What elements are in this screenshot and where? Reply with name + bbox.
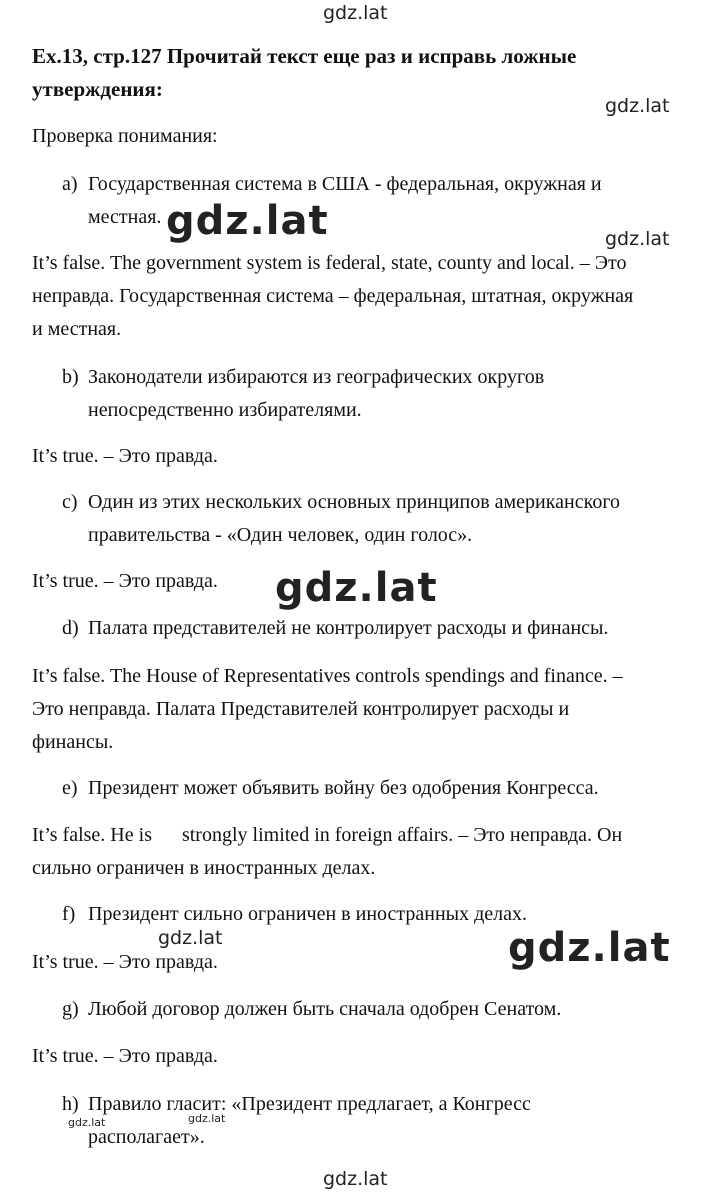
item-letter: a) [62,173,78,195]
statement-line: Президент может объявить войну без одобрения Конгресса. [88,777,599,799]
statement-line: Любой договор должен быть сначала одобрен Сенатом. [88,998,562,1020]
answer-line: It’s true. – Это правда. [32,445,218,467]
exercise-title-cont: утверждения: [32,77,163,101]
item-letter: b) [62,366,79,388]
item-letter: g) [62,998,79,1020]
statement-line: Правило гласит: «Президент предлагает, а Конгресс [88,1093,531,1115]
answer-line: It’s false. The House of Representatives controls spendings and finance. – [32,665,623,687]
watermark: gdz.lat [68,1116,106,1129]
watermark: gdz.lat [275,565,438,611]
watermark: gdz.lat [605,95,670,117]
answer-line: It’s true. – Это правда. [32,951,218,973]
answer-line: сильно ограничен в иностранных делах. [32,857,376,879]
statement-line: непосредственно избирателями. [88,399,362,421]
answer-line: It’s true. – Это правда. [32,570,218,592]
watermark: gdz.lat [166,198,329,244]
answer-line: неправда. Государственная система – федеральная, штатная, окружная [32,285,634,307]
exercise-title: Ex.13, стр.127 Прочитай текст еще раз и исправь ложные [32,44,577,68]
intro-text: Проверка понимания: [32,125,218,147]
statement-line: Президент сильно ограничен в иностранных делах. [88,903,528,925]
answer-line: финансы. [32,731,114,753]
item-letter: h) [62,1093,79,1115]
item-letter: f) [62,903,76,925]
item-letter: e) [62,777,78,799]
statement-line: Законодатели избираются из географических округов [88,366,545,388]
answer-line: It’s false. The government system is federal, state, county and local. – Это [32,252,627,274]
watermark: gdz.lat [323,1168,388,1190]
item-letter: c) [62,491,78,513]
statement-line: местная. [88,206,162,228]
answer-line: It’s true. – Это правда. [32,1045,218,1067]
answer-line: и местная. [32,318,122,340]
answer-line: Это неправда. Палата Представителей контролирует расходы и [32,698,570,720]
statement-line: располагает». [88,1126,205,1148]
watermark: gdz.lat [188,1112,226,1125]
statement-line: Палата представителей не контролирует расходы и финансы. [88,617,609,639]
item-letter: d) [62,617,79,639]
statement-line: правительства - «Один человек, один голос». [88,524,473,546]
statement-line: Один из этих нескольких основных принципов американского [88,491,621,513]
statement-line: Государственная система в США - федеральная, окружная и [88,173,602,195]
watermark: gdz.lat [605,228,670,250]
watermark: gdz.lat [323,2,388,24]
watermark: gdz.lat [508,925,671,971]
answer-line: It’s false. He is strongly limited in foreign affairs. – Это неправда. Он [32,824,623,846]
watermark: gdz.lat [158,927,223,949]
